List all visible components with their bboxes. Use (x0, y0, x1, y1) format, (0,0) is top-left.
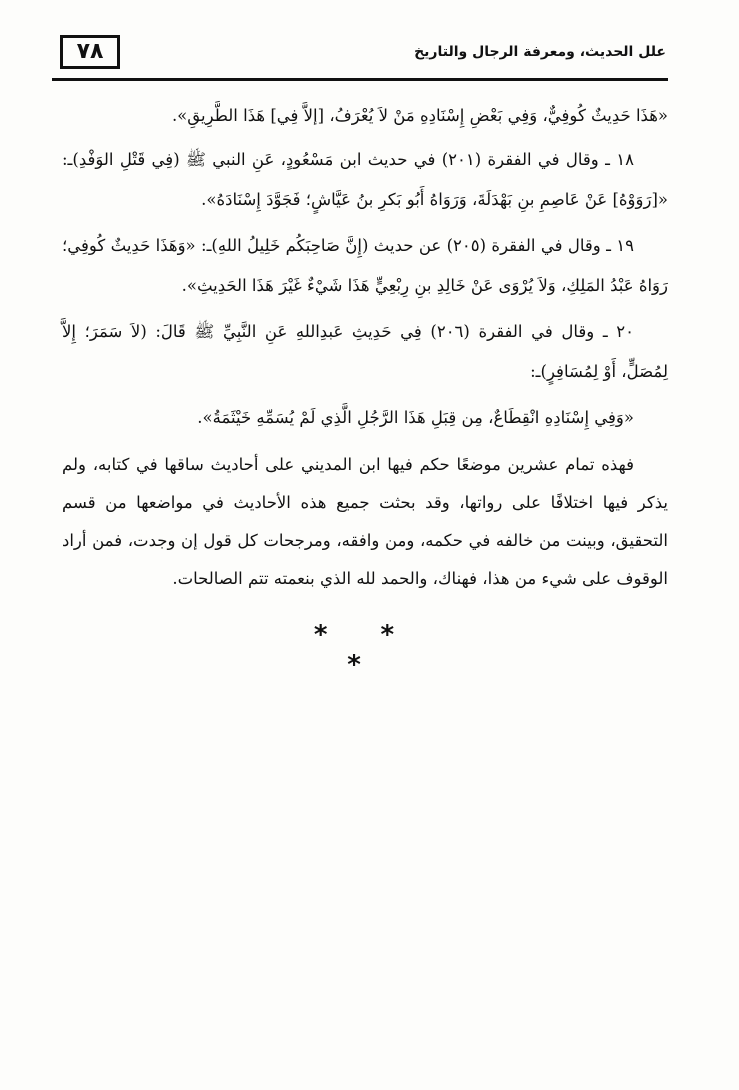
paragraph-entry-18: ١٨ ـ وقال في الفقرة (٢٠١) في حديث ابن مَسْعُودٍ، عَنِ النبي ﷺ (فِي قَتْلِ الوَفْدِ)ـ: «[رَوَوْهُ] عَنْ عَاصِمِ بنِ بَهْدَلَةَ، وَرَوَاهُ أَبُو بَكرِ بنُ عَيَّاشٍ؛ فَجَوَّدَ إِسْنَادَهُ». (62, 150, 668, 209)
page-body (62, 96, 668, 598)
section-separator: * * * (313, 620, 417, 680)
page-header (52, 30, 668, 84)
paragraph-entry-19: ١٩ ـ وقال في الفقرة (٢٠٥) عن حديث (إِنَّ صَاحِبَكُم خَلِيلُ اللهِ)ـ: «وَهَذَا حَدِيثٌ كُوفِي؛ رَوَاهُ عَبْدُ المَلِكِ، وَلاَ يُرْوَى عَنْ خَالِدِ بنِ رِبْعِيٍّ هَذَا شَيْءٌ غَيْرَ هَذَا الحَدِيثِ». (62, 236, 668, 295)
paragraph-hadith-quote: «وَفِي إِسْنَادِهِ انْقِطَاعٌ، مِن قِبَلِ هَذَا الرَّجُلِ الَّذِي لَمْ يُسَمِّهِ خَيْثَمَةُ». (197, 408, 634, 427)
running-title: علل الحديث، ومعرفة الرجال والتاريخ (414, 44, 666, 60)
page-number-box: ٧٨ (60, 35, 120, 69)
header-rule (52, 78, 668, 81)
paragraph-conclusion: فهذه تمام عشرين موضعًا حكم فيها ابن المديني على أحاديث ساقها في كتابه، ولم يذكر فيها اختلافًا على رواتها، وقد بحثت جميع هذه الأحاديث في مواضعها من قسم التحقيق، وبينت من خالفه في حكمه، ومن وافقه، ومرجحات كل قول إن وجدت، فمن أراد الوقوف على شيء من هذا، فهناك، والحمد لله الذي بنعمته تتم الصالحات. (62, 455, 668, 588)
paragraph-entry-20: ٢٠ ـ وقال في الفقرة (٢٠٦) فِي حَدِيثِ عَبدِاللهِ عَنِ النَّبِيِّ ﷺ قَالَ: (لاَ سَمَرَ؛ إِلاَّ لِمُصَلٍّ، أَوْ لِمُسَافِرٍ)ـ: (62, 322, 668, 381)
paragraph-quote: «هَذَا حَدِيثٌ كُوفِيٌّ، وَفِي بَعْضِ إِسْنَادِهِ مَنْ لاَ يُعْرَفُ، [إلاَّ فِي] هَذَا الطَّرِيقِ». (171, 106, 668, 125)
